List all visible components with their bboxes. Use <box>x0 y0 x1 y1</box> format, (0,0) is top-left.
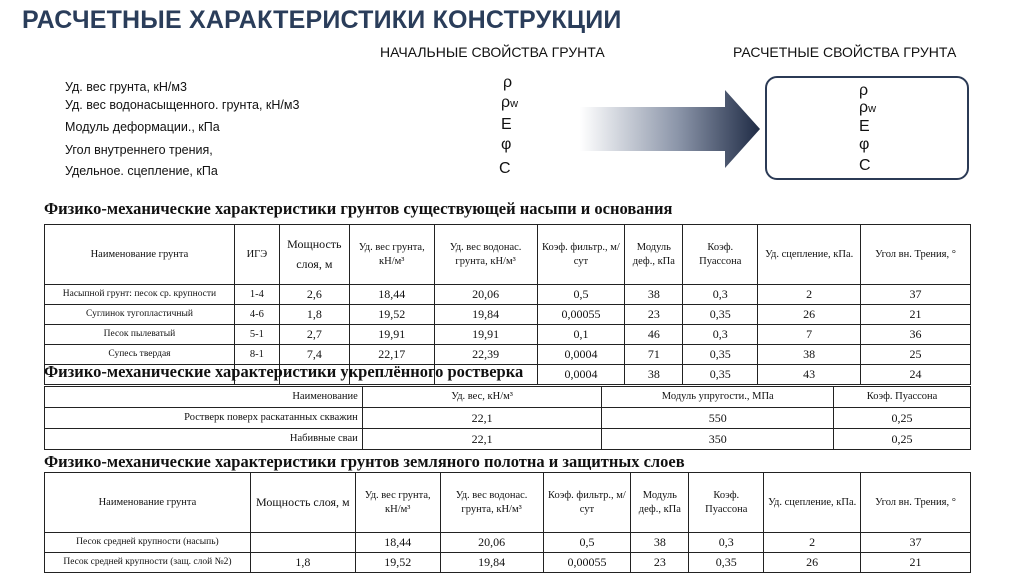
header-cell: Уд. вес водонас. грунта, кН/м³ <box>440 473 543 533</box>
header-cell: Наименование грунта <box>45 473 251 533</box>
cell: 0,35 <box>683 305 758 325</box>
symbol-e: E <box>501 116 512 133</box>
cell: 350 <box>602 429 834 450</box>
cell: 18,44 <box>349 285 434 305</box>
calc-symbol-e: E <box>859 118 870 135</box>
symbol-rho-w: ρw <box>501 94 519 111</box>
cell: 19,91 <box>434 325 537 345</box>
cell: 5-1 <box>234 325 279 345</box>
table-header-row <box>45 387 971 408</box>
calc-symbol-rho: ρ <box>859 82 869 99</box>
property-cohesion: Удельное. сцепление, кПа <box>65 164 218 178</box>
cell: 23 <box>625 305 683 325</box>
page-title: РАСЧЕТНЫЕ ХАРАКТЕРИСТИКИ КОНСТРУКЦИИ <box>22 6 622 34</box>
table1-heading: Физико-механические характеристики грунтов существующей насыпи и основания <box>44 199 673 218</box>
header-cell: Мощность слоя, м <box>250 473 355 533</box>
cell: 4-6 <box>234 305 279 325</box>
header-cell: Коэф. фильтр., м/сут <box>543 473 631 533</box>
header-cell: Коэф. фильтр., м/сут <box>537 225 625 285</box>
cell: 0,25 <box>834 408 971 429</box>
cell: 18,44 <box>355 533 440 553</box>
cell <box>250 533 355 553</box>
calculated-properties-box <box>765 76 969 180</box>
header-cell: Наименование грунта <box>45 225 235 285</box>
cell: 2 <box>764 533 861 553</box>
cell: 1,8 <box>279 305 349 325</box>
header-cell: Модуль деф., кПа <box>625 225 683 285</box>
cell: 0,0004 <box>537 345 625 365</box>
header-cell: Угол вн. Трения, ° <box>861 473 971 533</box>
cell: Песок средней крупности (насыпь) <box>45 533 251 553</box>
cell: Суглинок тугопластичный <box>45 305 235 325</box>
table-row <box>45 325 971 345</box>
cell: 2 <box>758 285 861 305</box>
header-cell: Угол вн. Трения, ° <box>861 225 971 285</box>
table-row <box>45 429 971 450</box>
table3-heading: Физико-механические характеристики грунтов земляного полотна и защитных слоев <box>44 452 685 471</box>
cell: 19,91 <box>349 325 434 345</box>
cell: 0,5 <box>537 285 625 305</box>
cell: 26 <box>758 305 861 325</box>
header-cell: Модуль деф., кПа <box>631 473 689 533</box>
cell: Набивные сваи <box>45 429 363 450</box>
cell: 8-1 <box>234 345 279 365</box>
property-deformation-modulus: Модуль деформации., кПа <box>65 120 220 134</box>
cell: 7 <box>758 325 861 345</box>
cell: 0,35 <box>683 345 758 365</box>
header-cell: Наименование <box>45 387 363 408</box>
cell: 24 <box>861 365 971 385</box>
calculated-properties-heading: РАСЧЕТНЫЕ СВОЙСТВА ГРУНТА <box>733 44 957 60</box>
cell: 37 <box>861 285 971 305</box>
header-cell: Коэф. Пуассона <box>834 387 971 408</box>
table-row <box>45 305 971 325</box>
symbol-phi: φ <box>501 136 512 153</box>
cell: 0,00055 <box>543 553 631 573</box>
table-row <box>45 553 971 573</box>
cell: 71 <box>625 345 683 365</box>
cell: 1-4 <box>234 285 279 305</box>
cell: 7,4 <box>279 345 349 365</box>
cell: 0,3 <box>683 285 758 305</box>
initial-properties-heading: НАЧАЛЬНЫЕ СВОЙСТВА ГРУНТА <box>380 44 605 60</box>
cell: 26 <box>764 553 861 573</box>
arrow-right-icon <box>580 90 760 168</box>
cell: 1,8 <box>250 553 355 573</box>
property-friction-angle: Угол внутреннего трения, <box>65 143 213 157</box>
cell: 46 <box>625 325 683 345</box>
cell: Песок пылеватый <box>45 325 235 345</box>
cell: 19,84 <box>434 305 537 325</box>
cell: 22,1 <box>362 429 602 450</box>
cell: 0,5 <box>543 533 631 553</box>
header-cell: Коэф. Пуассона <box>683 225 758 285</box>
cell: 20,06 <box>440 533 543 553</box>
cell: 0,3 <box>689 533 764 553</box>
header-cell: Уд. вес, кН/м³ <box>362 387 602 408</box>
cell: 38 <box>758 345 861 365</box>
header-cell: ИГЭ <box>234 225 279 285</box>
cell: 22,39 <box>434 345 537 365</box>
header-cell: Мощность слоя, м <box>279 225 349 285</box>
table-row <box>45 285 971 305</box>
table-row <box>45 408 971 429</box>
calc-symbol-c: C <box>859 157 871 174</box>
table-subgrade-soils <box>44 472 971 573</box>
table2-heading: Физико-механические характеристики укреплённого ростверка <box>44 362 524 381</box>
cell: 2,6 <box>279 285 349 305</box>
cell: 550 <box>602 408 834 429</box>
table-header-row <box>45 225 971 285</box>
header-cell: Коэф. Пуассона <box>689 473 764 533</box>
header-cell: Модуль упругости., МПа <box>602 387 834 408</box>
cell: Песок средней крупности (защ. слой №2) <box>45 553 251 573</box>
cell: 20,06 <box>434 285 537 305</box>
property-unit-weight: Уд. вес грунта, кН/м3 <box>65 80 187 94</box>
header-cell: Уд. сцепление, кПа. <box>758 225 861 285</box>
table-row <box>45 533 971 553</box>
table-header-row <box>45 473 971 533</box>
calc-symbol-phi: φ <box>859 136 870 153</box>
calc-symbol-rho-w: ρw <box>859 99 877 116</box>
cell: 23 <box>631 553 689 573</box>
table-reinforced-grillage <box>44 386 971 450</box>
table-existing-soils <box>44 224 971 385</box>
cell: 0,00055 <box>537 305 625 325</box>
header-cell: Уд. вес грунта, кН/м³ <box>349 225 434 285</box>
cell: 19,52 <box>349 305 434 325</box>
cell: 25 <box>861 345 971 365</box>
cell: 38 <box>631 533 689 553</box>
header-cell: Уд. сцепление, кПа. <box>764 473 861 533</box>
cell: 19,84 <box>440 553 543 573</box>
header-cell: Уд. вес водонас. грунта, кН/м³ <box>434 225 537 285</box>
cell: 19,52 <box>355 553 440 573</box>
cell: 38 <box>625 365 683 385</box>
cell: Супесь твердая <box>45 345 235 365</box>
cell: Насыпной грунт: песок ср. крупности <box>45 285 235 305</box>
cell: 21 <box>861 553 971 573</box>
cell: 0,35 <box>689 553 764 573</box>
cell: 22,1 <box>362 408 602 429</box>
cell: Ростверк поверх раскатанных скважин <box>45 408 363 429</box>
cell: 0,25 <box>834 429 971 450</box>
cell: 22,17 <box>349 345 434 365</box>
cell: 37 <box>861 533 971 553</box>
cell: 43 <box>758 365 861 385</box>
cell: 36 <box>861 325 971 345</box>
cell: 38 <box>625 285 683 305</box>
symbol-rho: ρ <box>503 74 513 91</box>
cell: 0,35 <box>683 365 758 385</box>
cell: 0,0004 <box>537 365 625 385</box>
symbol-c: C <box>499 160 511 177</box>
property-saturated-unit-weight: Уд. вес водонасыщенного. грунта, кН/м3 <box>65 98 300 112</box>
header-cell: Уд. вес грунта, кН/м³ <box>355 473 440 533</box>
cell: 21 <box>861 305 971 325</box>
cell: 0,3 <box>683 325 758 345</box>
cell: 2,7 <box>279 325 349 345</box>
cell: 0,1 <box>537 325 625 345</box>
